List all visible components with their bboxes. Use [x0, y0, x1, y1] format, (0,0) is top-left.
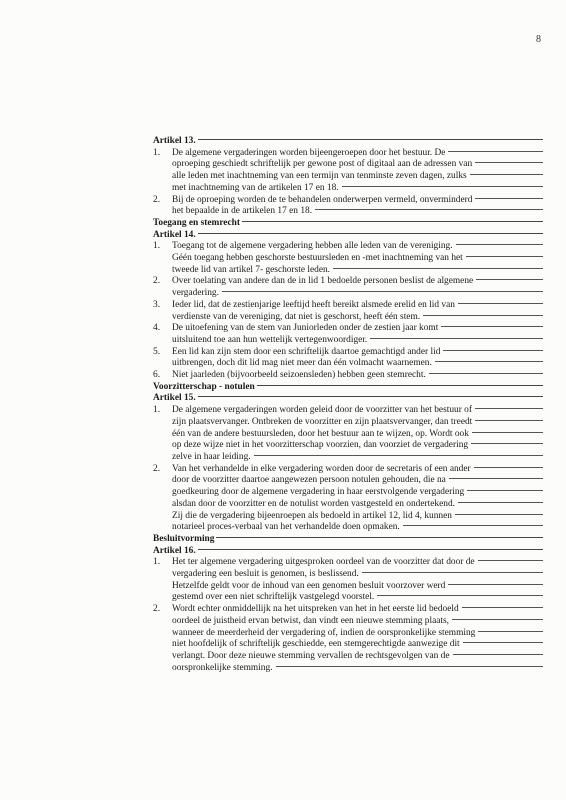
- paragraph-text: [172, 464, 543, 534]
- article-heading-text: Artikel 13.: [153, 136, 196, 146]
- text-line-content: Het ter algemene vergadering uitgesproken oordeel van de voorzitter dat door de: [172, 557, 475, 568]
- text-line-content: Wordt echter onmiddellijk na het uitspreken van het in het eerste lid bedoeld: [172, 604, 459, 615]
- text-line-content: zijn plaatsvervanger. Ontbreken de voorzitter en zijn plaatsvervanger, dan treedt: [172, 416, 473, 427]
- text-line: [172, 265, 543, 277]
- numbered-paragraph: [153, 557, 543, 604]
- numbered-paragraph: [153, 405, 543, 464]
- text-line-content: De algemene vergaderingen worden bijeengeroepen door het bestuur. De: [172, 147, 446, 158]
- text-line: [172, 171, 543, 183]
- text-line-content: tweede lid van artikel 7- geschorste leden.: [172, 264, 331, 275]
- text-line: [172, 604, 543, 616]
- text-line-content: goedkeuring door de algemene vergadering in haar eerstvolgende vergadering: [172, 487, 465, 498]
- text-line-content: Hetzelfde geldt voor de inhoud van een genomen besluit voorzover werd: [172, 580, 446, 591]
- text-line: [172, 300, 543, 312]
- article-heading: [153, 230, 543, 242]
- text-line-content: Géén toegang hebben geschorste bestuursleden en -met inachtneming van het: [172, 253, 463, 264]
- text-line: [172, 464, 543, 476]
- text-line: [172, 312, 543, 324]
- numbered-paragraph: [153, 464, 543, 534]
- paragraph-text: [172, 148, 543, 195]
- section-heading: [153, 218, 543, 230]
- numbered-paragraph: [153, 604, 543, 674]
- page-number: 8: [536, 34, 541, 45]
- text-line: [172, 323, 543, 335]
- text-line-content: Van het verhandelde in elke vergadering worden door de secretaris of een ander: [172, 463, 471, 474]
- paragraph-text: [172, 323, 543, 346]
- text-line-content: Zij die de vergadering bijeenroepen als bedoeld in artikel 12, lid 4, kunnen: [172, 510, 452, 521]
- paragraph-text: [172, 195, 543, 218]
- text-line: [172, 639, 543, 651]
- text-line: [172, 358, 543, 370]
- text-line-content: oproeping geschiedt schriftelijk per gewone post of digitaal aan de adressen van: [172, 159, 473, 170]
- section-heading: [153, 534, 543, 546]
- text-line-content: alle leden met inachtneming van een termijn van tenminste zeven dagen, zulks: [172, 171, 467, 182]
- text-line: [172, 335, 543, 347]
- text-line-content: vergadering.: [172, 288, 219, 299]
- paragraph-text: [172, 300, 543, 323]
- paragraph-text: [172, 347, 543, 370]
- article-heading: [153, 546, 543, 558]
- text-line: [172, 557, 543, 569]
- text-line-content: Toegang tot de algemene vergadering hebben alle leden van de vereniging.: [172, 241, 453, 252]
- paragraph-text: [172, 370, 543, 382]
- section-heading-text: Besluitvorming: [153, 533, 215, 544]
- paragraph-text: [172, 241, 543, 276]
- text-line-content: één van de andere bestuursleden, door het bestuur aan te wijzen, op. Wordt ook: [172, 428, 469, 439]
- text-line-content: notarieel proces-verbaal van het verhandelde doen opmaken.: [172, 522, 400, 533]
- paragraph-number: 1.: [153, 557, 161, 568]
- text-line: [172, 241, 543, 253]
- numbered-paragraph: [153, 347, 543, 370]
- paragraph-number: 1.: [153, 405, 161, 416]
- text-line: [172, 288, 543, 300]
- text-line: [172, 276, 543, 288]
- numbered-paragraph: [153, 300, 543, 323]
- text-line-content: De uitoefening van de stem van Juniorleden onder de zestien jaar komt: [172, 323, 439, 334]
- text-line: [172, 417, 543, 429]
- paragraph-text: [172, 604, 543, 674]
- article-heading-text: Artikel 15.: [153, 393, 196, 404]
- text-line-content: gestemd over een niet schriftelijk vastgelegd voorstel.: [172, 592, 375, 603]
- text-line: [172, 581, 543, 593]
- article-heading-text: Artikel 14.: [153, 229, 196, 240]
- section-heading-text: Toegang en stemrecht: [153, 217, 240, 228]
- text-line-content: Niet jaarleden (bijvoorbeeld seizoensleden) hebben geen stemrecht.: [172, 370, 426, 381]
- text-line: [172, 569, 543, 581]
- article-heading-text: Artikel 16.: [153, 545, 196, 556]
- paragraph-number: 1.: [153, 241, 161, 252]
- numbered-paragraph: [153, 195, 543, 218]
- text-line: [172, 429, 543, 441]
- text-line: [172, 628, 543, 640]
- text-line-content: uitsluitend toe aan hun wettelijk vertegenwoordiger.: [172, 334, 368, 345]
- text-line: [172, 148, 543, 160]
- text-line-content: verdienste van de vereniging, dat niet is geschorst, heeft één stem.: [172, 311, 421, 322]
- text-line: [172, 405, 543, 417]
- text-line: [172, 195, 543, 207]
- paragraph-number: 2.: [153, 276, 161, 287]
- text-line: [172, 452, 543, 464]
- numbered-paragraph: [153, 323, 543, 346]
- section-heading: [153, 382, 543, 394]
- numbered-paragraph: [153, 370, 543, 382]
- text-line: [172, 522, 543, 534]
- paragraph-number: 2.: [153, 463, 161, 474]
- paragraph-number: 2.: [153, 604, 161, 615]
- text-line-content: vergadering een besluit is genomen, is beslissend.: [172, 569, 359, 580]
- paragraph-number: 4.: [153, 323, 161, 334]
- text-line: [172, 487, 543, 499]
- text-line-content: met inachtneming van de artikelen 17 en 18.: [172, 182, 339, 193]
- text-line-content: Ieder lid, dat de zestienjarige leeftijd heeft bereikt alsmede erelid en lid van: [172, 299, 455, 310]
- paragraph-text: [172, 276, 543, 299]
- text-line-content: niet hoofdelijk of schriftelijk geschiedde, een stemgerechtigde aanwezige dit: [172, 639, 460, 650]
- text-line-content: het bepaalde in de artikelen 17 en 18.: [172, 206, 313, 217]
- paragraph-number: 6.: [153, 370, 161, 381]
- paragraph-number: 5.: [153, 346, 161, 357]
- text-line: [172, 253, 543, 265]
- text-line: [172, 347, 543, 359]
- text-line-content: wanneer de meerderheid der vergadering of, indien de oorspronkelijke stemming: [172, 627, 476, 638]
- text-line: [172, 651, 543, 663]
- text-line-content: verlangt. Door deze nieuwe stemming vervallen de rechtsgevolgen van de: [172, 650, 450, 661]
- text-line-content: door de voorzitter daartoe aangewezen persoon notulen gehouden, die na: [172, 475, 446, 486]
- text-line-content: op deze wijze niet in het voorzitterschap voorzien, dan voorziet de vergadering: [172, 440, 469, 451]
- text-line: [172, 370, 543, 382]
- section-heading-text: Voorzitterschap - notulen: [153, 381, 255, 392]
- text-line: [172, 159, 543, 171]
- text-line-content: uitbrengen, doch dit lid mag niet meer dan één volmacht waarnemen.: [172, 358, 432, 369]
- article-heading: [153, 393, 543, 405]
- text-line: [172, 663, 543, 675]
- text-line: [172, 592, 543, 604]
- text-line-content: De algemene vergaderingen worden geleid door de voorzitter van het bestuur of: [172, 405, 472, 416]
- text-line-content: Een lid kan zijn stem door een schriftelijk daartoe gemachtigd ander lid: [172, 346, 441, 357]
- paragraph-text: [172, 405, 543, 464]
- paragraph-number: 3.: [153, 299, 161, 310]
- numbered-paragraph: [153, 148, 543, 195]
- paragraph-number: 2.: [153, 194, 161, 205]
- numbered-paragraph: [153, 241, 543, 276]
- text-line: [172, 440, 543, 452]
- text-line-content: Over toelating van andere dan de in lid 1 bedoelde personen beslist de algemene: [172, 276, 474, 287]
- text-line: [172, 499, 543, 511]
- document-body: [153, 136, 543, 674]
- paragraph-text: [172, 557, 543, 604]
- text-line: [172, 183, 543, 195]
- text-line: [172, 511, 543, 523]
- numbered-paragraph: [153, 276, 543, 299]
- text-line-content: zelve in haar leiding.: [172, 451, 251, 462]
- text-line: [172, 616, 543, 628]
- article-heading: [153, 136, 543, 148]
- text-line-content: oorspronkelijke stemming.: [172, 662, 273, 673]
- text-line: [172, 206, 543, 218]
- text-line-content: Bij de oproeping worden de te behandelen onderwerpen vermeld, onverminderd: [172, 194, 473, 205]
- paragraph-number: 1.: [153, 147, 161, 158]
- text-line-content: oordeel de juistheid ervan betwist, dan vindt een nieuwe stemming plaats,: [172, 615, 450, 626]
- text-line: [172, 475, 543, 487]
- text-line-content: alsdan door de voorzitter en de notulist worden vastgesteld en ondertekend.: [172, 498, 455, 509]
